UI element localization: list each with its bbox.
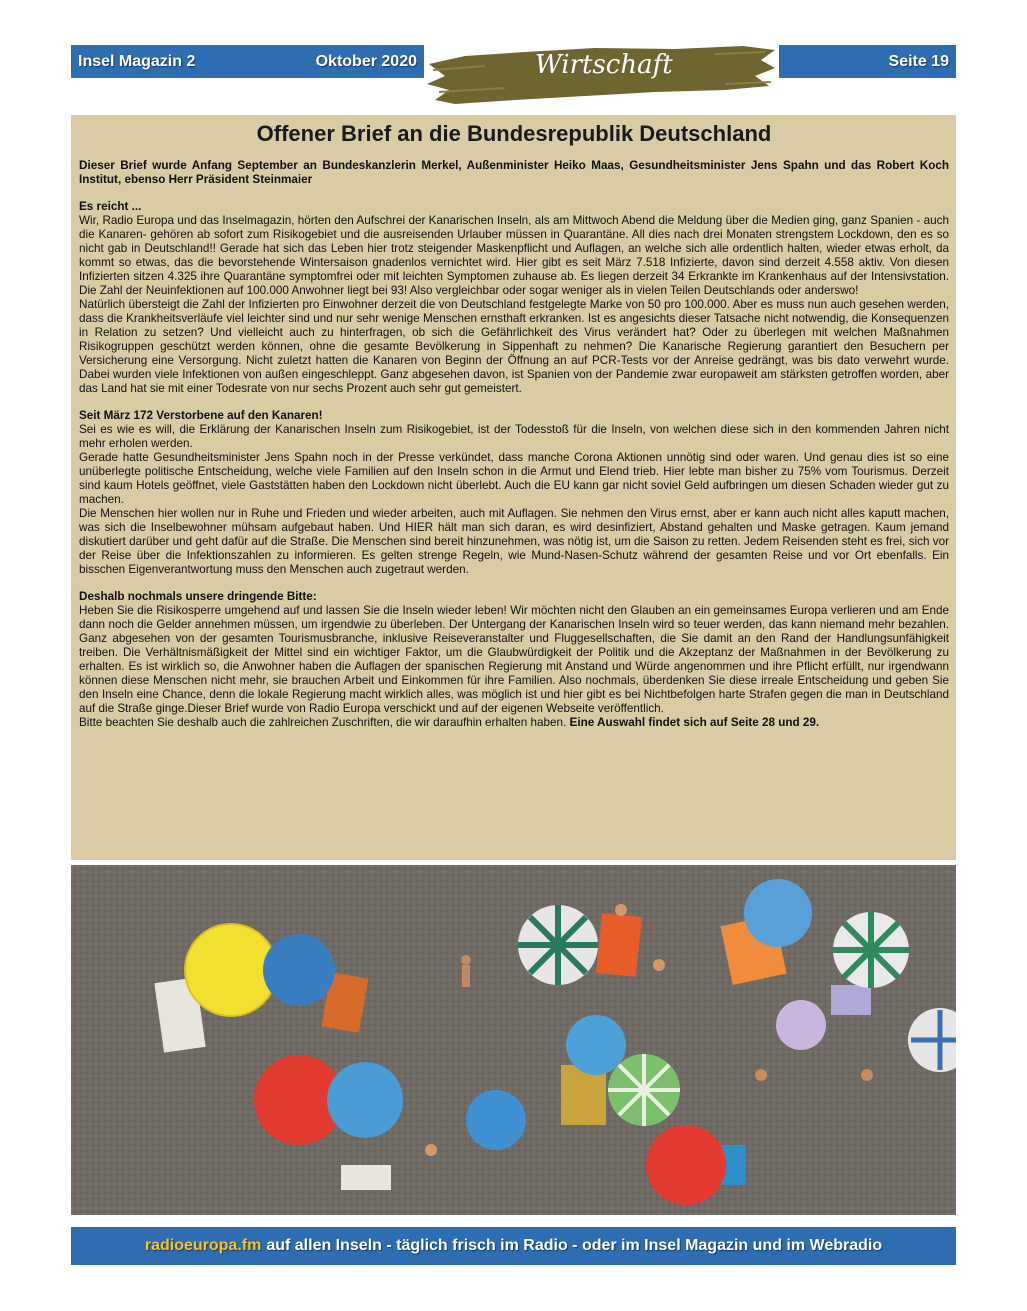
footer-site-link[interactable]: radioeuropa.fm — [144, 1237, 262, 1254]
section-title: Wirtschaft — [535, 50, 673, 80]
footer-bar — [71, 1227, 956, 1265]
subheading-es-reicht: Es reicht ... — [79, 200, 142, 213]
article-box — [71, 115, 956, 860]
subheading-bitte: Deshalb nochmals unsere dringende Bitte: — [79, 590, 317, 603]
paragraph-1: Wir, Radio Europa und das Inselmagazin, hörten den Aufschrei der Kanarischen Inseln, als am Mittwoch Abend die Meldung über die Medien ging, ganz Spanien - auch die Kanaren- gehören ab sofort zum Risikogebiet und die ausreisenden Urlauber müssen in Quarantäne. All dies nach drei Monaten strengstem Lockdown, den es so nicht gab in Deutschland!! Gerade hat sich das Leben hier trotz steigender Maskenpflicht und Auflagen, an welche sich alle ordentlich halten, wieder etwas erholt, da kommt so etwas, das die bevorstehende Wintersaison gnadenlos vernichtet wird. Hier gibt es seit März 7.518 Infizierte, davon sind derzeit 4.558 aktiv. Von diesen Infizierten sitzen 4.325 ihre Quarantäne symptomfrei oder mit leichten Symptomen zuhause ab. Es liegen derzeit 34 Erkrankte im Krankenhaus auf der Intensivstation. Die Zahl der Neuinfektionen auf 100.000 Anwohner liegt bei 93! Also vergleichbar oder sogar weniger als in vielen Teilen Deutschlands oder anderswo! — [79, 214, 949, 297]
magazine-name: Insel Magazin 2 — [78, 52, 196, 70]
paragraph-6: Heben Sie die Risikosperre umgehend auf und lassen Sie die Inseln wieder leben! Wir möchten nicht den Glauben an ein gemeinsames Europa verlieren und am Ende dann noch die Gelder annehmen müssen, um irgendwie zu überleben. Der Untergang der Kanarischen Inseln wird so teuer werden, das kann niemand mehr bezahlen. Ganz abgesehen von der gesamten Tourismusbranche, inklusive Reiseveranstalter und Fluggesellschaften, die Sie damit an den Rand der Handlungsunfähigkeit treiben. Die Verhältnismäßigkeit der Mittel sind ein wichtiger Faktor, um die Glaubwürdigkeit der Politik und die Akzeptanz der Maßnahmen in der Bevölkerung zu erhalten. Es ist wirklich so, die Anwohner haben die Auflagen der spanischen Regierung mit Anstand und Würde angenommen und ihre Pflicht erfüllt, nur irgendwann können diese Menschen nicht mehr, sie brauchen Arbeit und Einkommen für ihre Familien. Also nochmals, überdenken Sie diese irreale Entscheidung und geben Sie den Inseln eine Chance, denn die lokale Regierung macht wirklich alles, was möglich ist und hier gibt es bei Nichtbefolgen harte Strafen gegen die man in Deutschland auf die Straße ginge.Dieser Brief wurde von Radio Europa verschickt und auf der eigenen Webseite veröffentlich. — [79, 604, 949, 715]
article-intro: Dieser Brief wurde Anfang September an Bundeskanzlerin Merkel, Außenminister Heiko Maas, Gesundheitsminister Jens Spahn und das Robert Koch Institut, ebenso Herr Präsident Steinmaier — [79, 159, 949, 186]
paragraph-7-text: Bitte beachten Sie deshalb auch die zahlreichen Zuschriften, die wir daraufhin erhalten haben. — [79, 716, 567, 729]
header-right-bar — [779, 45, 956, 78]
paragraph-5: Die Menschen hier wollen nur in Ruhe und Frieden und wieder arbeiten, auch mit Auflagen. Sie nehmen den Virus ernst, aber er kann auch nicht alles kaputt machen, was sich die Inselbewohner mühsam aufgebaut haben. Und HIER hält man sich daran, es wird desinfiziert, Abstand gehalten und Maske getragen. Kaum jemand diskutiert darüber und geht dafür auf die Straße. Die Menschen sind bereit hinzunehmen, was nötig ist, um die Saison zu retten. Jedem Reisenden steht es frei, sich vor der Reise über die Infektionszahlen zu informieren. Es gelten strenge Regeln, wie Mund-Nasen-Schutz während der gesamten Reise und vor Ort ebenfalls. Ein bisschen Eigenverantwortung muss den Menschen auch zugetraut werden. — [79, 507, 949, 576]
header-left-bar — [71, 45, 424, 78]
article-title: Offener Brief an die Bundesrepublik Deutschland — [256, 121, 772, 146]
footer-slogan: auf allen Inseln - täglich frisch im Radio - oder im Insel Magazin und im Webradio — [266, 1237, 883, 1254]
subheading-verstorbene: Seit März 172 Verstorbene auf den Kanaren! — [79, 409, 323, 422]
issue-date: Oktober 2020 — [315, 52, 417, 70]
paragraph-4: Gerade hatte Gesundheitsminister Jens Spahn noch in der Presse verkündet, dass manche Corona Aktionen unnötig sind oder waren. Und genau dies ist so eine unüberlegte politische Entscheidung, welche viele Familien auf den Inseln schon in die Armut und Elend trieb. Hier lebte man bisher zu 75% vom Tourismus. Derzeit sind kaum Hotels geöffnet, viele Gaststätten haben den Lockdown nicht überlebt. Auch die EU kann gar nicht soviel Geld aufbringen um diesen Schaden wieder gut zu machen. — [79, 451, 949, 506]
beach-photo — [71, 865, 956, 1215]
paragraph-2: Natürlich übersteigt die Zahl der Infizierten pro Einwohner derzeit die von Deutschland festgelegte Marke von 50 pro 100.000. Aber es muss nun auch gesehen werden, dass die Krankheitsverläufe viel leichter sind und nur sehr wenige Menschen ernsthaft erkranken. Ist es angesichts dieser Tatsache nicht notwendig, die Konsequenzen in Relation zu setzen? Und vielleicht auch zu hinterfragen, ob sich die Gefährlichkeit des Virus verändert hat? Oder zu überlegen mit welchen Maßnahmen Risikogruppen geschützt werden können, ohne die gesamte Bevölkerung in Sippenhaft zu nehmen? Die Kanarische Regierung garantiert den Besuchern per Versicherung eine Versorgung. Nicht zuletzt hatten die Kanaren von Beginn der Öffnung an auf PCR-Tests vor der Anreise gedrängt, was bis dato verwehrt wurde. Dabei wurden viele Infektionen von außen eingeschleppt. Ganz abgesehen davon, ist Spanien von der Pandemie zwar europaweit am stärksten getroffen worden, aber das Land hat sie mit einer Todesrate von nur sechs Prozent auch sehr gut gemeistert. — [79, 298, 949, 395]
page-number: Seite 19 — [888, 52, 949, 70]
paragraph-3: Sei es wie es will, die Erklärung der Kanarischen Inseln zum Risikogebiet, ist der Todesstoß für die Inseln, von welchen diese sich in den kommenden Jahren nicht mehr erholen werden. — [79, 423, 949, 450]
article-body — [79, 200, 949, 730]
paragraph-7 — [79, 716, 949, 730]
paragraph-7-bold: Eine Auswahl findet sich auf Seite 28 und 29. — [569, 716, 820, 729]
